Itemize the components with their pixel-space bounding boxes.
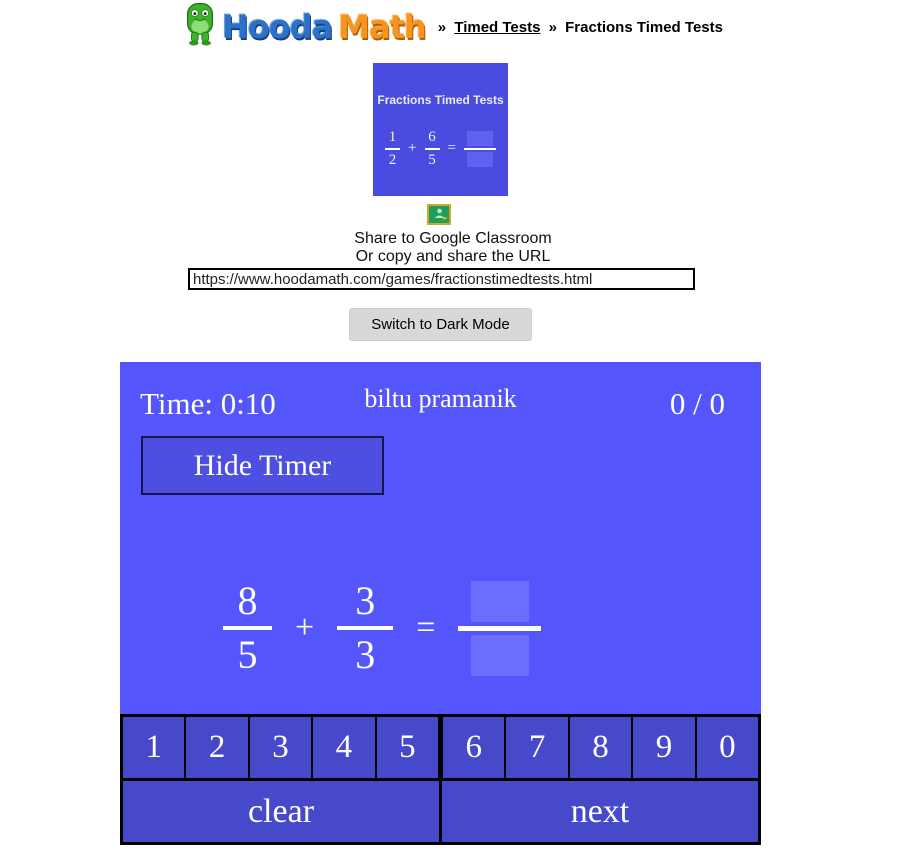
thumbnail-denominator-1: 2 [388, 151, 397, 168]
thumbnail-answer-numerator-box [467, 131, 493, 146]
problem-denominator-1: 5 [237, 632, 258, 677]
keypad-button-3[interactable]: 3 [250, 717, 313, 778]
keypad-button-4[interactable]: 4 [313, 717, 376, 778]
thumbnail-answer-boxes [464, 131, 496, 167]
fraction-problem [223, 580, 541, 676]
clear-button[interactable]: clear [123, 781, 442, 842]
plus-sign: + [295, 609, 315, 646]
game-thumbnail [373, 63, 508, 196]
breadcrumb [436, 19, 725, 36]
keypad-button-2[interactable]: 2 [186, 717, 249, 778]
game-area [120, 362, 761, 845]
keypad-button-9[interactable]: 9 [633, 717, 696, 778]
google-classroom-icon [432, 207, 447, 223]
fraction-bar [223, 626, 272, 630]
problem-fraction-1 [223, 580, 272, 676]
thumbnail-title: Fractions Timed Tests [377, 93, 504, 107]
timer-text: Time: 0:10 [140, 386, 276, 421]
score-text: 0 / 0 [669, 386, 725, 421]
logo-text-hooda: Hooda [222, 8, 333, 46]
problem-numerator-2: 3 [355, 578, 376, 623]
logo-text-math: Math [338, 8, 426, 46]
keypad-button-8[interactable]: 8 [570, 717, 633, 778]
thumbnail-equals-sign: = [447, 140, 456, 156]
hooda-mascot-icon [181, 2, 219, 52]
fraction-bar [337, 626, 393, 630]
keypad-button-5[interactable]: 5 [377, 717, 443, 778]
thumbnail-fraction-1 [385, 129, 400, 168]
fraction-bar [458, 626, 541, 631]
breadcrumb-separator: » [437, 18, 447, 36]
breadcrumb-current: Fractions Timed Tests [565, 18, 723, 36]
dark-mode-toggle-button[interactable]: Switch to Dark Mode [349, 308, 532, 341]
breadcrumb-link-timed-tests[interactable]: Timed Tests [454, 18, 541, 36]
top-bar [0, 2, 906, 52]
hide-timer-button[interactable]: Hide Timer [141, 436, 384, 495]
answer-numerator-box[interactable] [471, 581, 529, 622]
keypad-button-6[interactable]: 6 [443, 717, 506, 778]
equals-sign: = [416, 609, 436, 646]
fraction-bar [464, 148, 496, 150]
player-name: biltu pramanik [364, 384, 517, 413]
share-url-label: Or copy and share the URL [355, 248, 551, 265]
answer-entry [458, 581, 541, 676]
action-buttons-row [120, 781, 761, 845]
breadcrumb-separator: » [548, 18, 557, 36]
problem-fraction-2 [337, 580, 393, 676]
google-classroom-share-button[interactable] [427, 204, 451, 225]
keypad-button-7[interactable]: 7 [506, 717, 569, 778]
fraction-bar [425, 148, 440, 150]
keypad-area [120, 714, 761, 845]
thumbnail-numerator-1: 1 [388, 129, 397, 145]
thumbnail-plus-sign: + [408, 140, 417, 156]
answer-denominator-box[interactable] [471, 635, 529, 676]
share-classroom-label: Share to Google Classroom [354, 230, 552, 247]
next-button[interactable]: next [442, 781, 758, 842]
thumbnail-numerator-2: 6 [428, 129, 436, 145]
fraction-bar [385, 148, 400, 150]
thumbnail-fraction-2 [425, 129, 440, 168]
hooda-math-logo[interactable] [181, 2, 426, 52]
thumbnail-equation [385, 129, 496, 168]
keypad-button-0[interactable]: 0 [697, 717, 758, 778]
thumbnail-answer-denominator-box [467, 152, 493, 167]
share-url-input[interactable] [188, 268, 695, 290]
number-keypad [120, 714, 761, 781]
keypad-button-1[interactable]: 1 [123, 717, 186, 778]
problem-numerator-1: 8 [237, 578, 258, 623]
thumbnail-denominator-2: 5 [428, 151, 436, 168]
problem-denominator-2: 3 [355, 632, 376, 677]
